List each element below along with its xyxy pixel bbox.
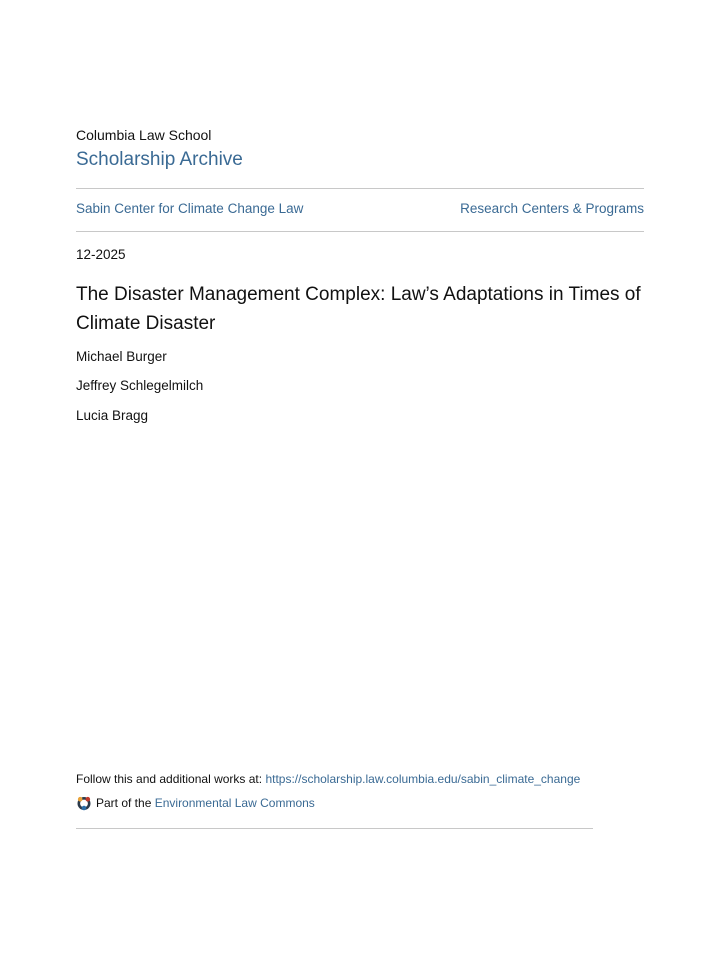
divider-bottom xyxy=(76,828,593,829)
document-title: The Disaster Management Complex: Law’s Adaptations in Times of Climate Disaster xyxy=(76,284,641,334)
publication-date: 12-2025 xyxy=(76,247,126,262)
author-name: Lucia Bragg xyxy=(76,408,149,423)
part-of-line xyxy=(76,795,315,811)
divider-breadcrumbs xyxy=(76,231,644,232)
author-name: Jeffrey Schlegelmilch xyxy=(76,378,204,393)
divider-top xyxy=(76,188,644,189)
scholarship-archive-link[interactable]: Scholarship Archive xyxy=(76,149,243,170)
author-name: Michael Burger xyxy=(76,349,167,364)
collection-link[interactable]: Sabin Center for Climate Change Law xyxy=(76,201,304,216)
follow-url-link[interactable]: https://scholarship.law.columbia.edu/sabin_climate_change xyxy=(265,772,581,786)
environmental-law-commons-link[interactable]: Environmental Law Commons xyxy=(154,796,315,810)
part-of-prefix: Part of the xyxy=(96,796,152,810)
institution-name: Columbia Law School xyxy=(76,127,212,143)
follow-prefix: Follow this and additional works at: xyxy=(76,772,266,786)
commons-network-icon xyxy=(76,795,92,811)
follow-line xyxy=(76,772,580,786)
parent-collection-link[interactable]: Research Centers & Programs xyxy=(460,201,644,216)
